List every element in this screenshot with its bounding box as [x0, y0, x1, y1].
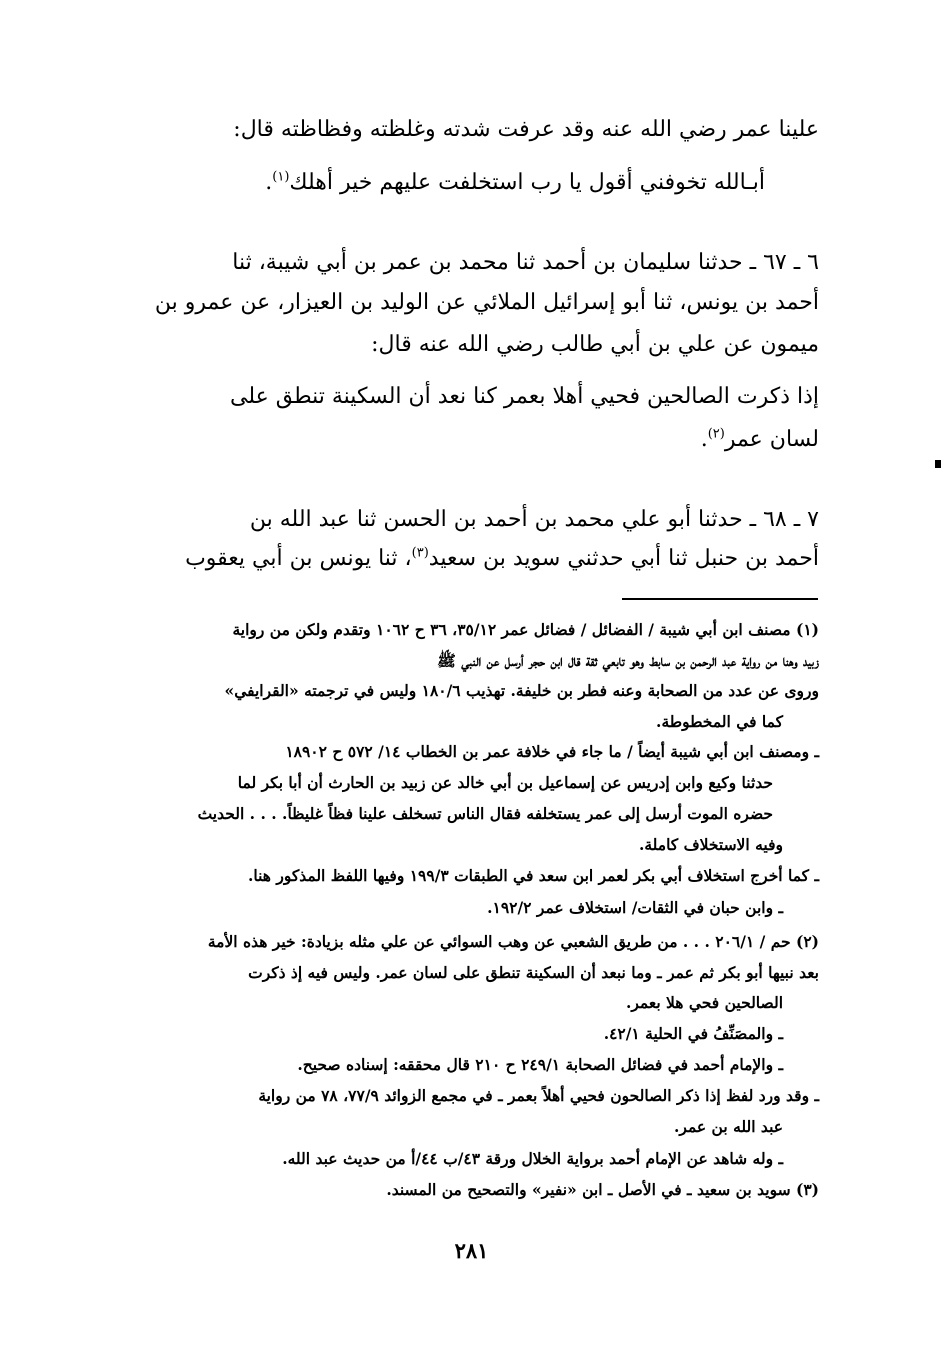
main-line-4: أحمد بن يونس، ثنا أبو إسرائيل الملائي عن الوليد بن العيزار، عن عمرو بن	[154, 290, 819, 315]
footnote-line: وروى عن عدد من الصحابة وعنه فطر بن خليفة. تهذيب ١٨٠/٦ وليس في ترجمته «القرايفي»	[224, 681, 819, 700]
footnote-line: (٢) حم / ٢٠٦/١ . . . من طريق الشعبي عن وهب السوائي عن علي مثله بزيادة: خير هذه الأمة	[207, 932, 819, 951]
footnote-line: ـ والمصَنِّفُ في الحلية ٤٢/١.	[603, 1024, 783, 1043]
footnote-ref-1: (١)	[272, 169, 290, 185]
footnote-line: ـ والإمام أحمد في فضائل الصحابة ٢٤٩/١ ح ٢١٠ قال محققه: إسناده صحيح.	[297, 1055, 783, 1074]
footnote-line: ـ وقد ورد لفظ إذا ذكر الصالحون فحيي أهلاً بعمر ـ في مجمع الزوائد ٧٧/٩، ٧٨ من رواية	[258, 1086, 819, 1105]
footnote-ref-3: (٣)	[411, 545, 429, 561]
main-line-1: علينا عمر رضي الله عنه وقد عرفت شدته وغلظته وفظاظته قال:	[233, 117, 819, 142]
footnote-line: زبيد وهنا من رواية عبد الرحمن بن سابط وهو تابعي ثقة قال ابن حجر أرسل عن النبي ﷺ	[437, 651, 819, 670]
footnote-line: كما في المخطوطة.	[656, 712, 783, 731]
footnote-line: حدثنا وكيع وابن إدريس عن إسماعيل بن أبي خالد عن زبيد بن الحارث أن أبا بكر لما	[237, 773, 773, 792]
footnote-line: عبد الله بن عمر.	[674, 1117, 783, 1136]
page-number: ٢٨١	[454, 1238, 489, 1263]
footnote-line: (١) مصنف ابن أبي شيبة / الفضائل / فضائل عمر ٣٥/١٢، ٣٦ ح ١٠٦٢ وتقدم ولكن من رواية	[232, 620, 819, 639]
main-line-7: لسان عمر$^{(٢)}$.	[700, 426, 819, 452]
main-line-8: ٧ ـ ٦٨ ـ حدثنا أبو علي محمد بن أحمد بن الحسن ثنا عبد الله بن	[249, 507, 819, 532]
footnote-line: (٣) سويد بن سعيد ـ في الأصل ـ ابن «نفير» والتصحيح من المسند.	[386, 1180, 819, 1199]
footnote-line: الصالحين فحي هلا بعمر.	[625, 993, 783, 1012]
main-line-9: أحمد بن حنبل ثنا أبي حدثني سويد بن سعيد$^{(٣)}$، ثنا يونس بن أبي يعقوب	[185, 545, 819, 571]
footnote-line: ـ كما أخرج استخلاف أبي بكر لعمر ابن سعد في الطبقات ١٩٩/٣ وفيها اللفظ المذكور هنا.	[248, 866, 819, 885]
main-line-6: إذا ذكرت الصالحين فحيي أهلا بعمر كنا نعد أن السكينة تنطق على	[229, 384, 819, 409]
footnote-line: ـ ومصنف ابن أبي شيبة أيضاً / ما جاء في خلافة عمر بن الخطاب ١٤/ ٥٧٢ ح ١٨٩٠٢	[285, 742, 819, 761]
footnote-line: ـ وابن حبان في الثقات/ استخلاف عمر ١٩٢/٢.	[487, 898, 783, 917]
main-line-2: أبـالله تخوفني أقول يا رب استخلفت عليهم خير أهلك$^{(١)}$.	[265, 169, 765, 195]
main-line-3: ٦ ـ ٦٧ ـ حدثنا سليمان بن أحمد ثنا محمد بن عمر بن أبي شيبة، ثنا	[232, 250, 819, 275]
footnote-separator	[622, 598, 818, 600]
footnote-line: بعد نبيها أبو بكر ثم عمر ـ وما نبعد أن السكينة تنطق على لسان عمر. وليس فيه إذ ذكرت	[248, 963, 819, 982]
footnote-line: حضره الموت أرسل إلى عمر يستخلفه فقال الناس تسخلف علينا فظاً غليظاً. . . . الحديث	[197, 804, 773, 823]
margin-mark	[935, 460, 941, 468]
footnote-ref-2: (٢)	[707, 426, 725, 442]
footnote-line: ـ وله شاهد عن الإمام أحمد برواية الخلال ورقة ٤٣/ب ٤٤/أ من حديث عبد الله.	[282, 1149, 783, 1168]
main-line-5: ميمون عن علي بن أبي طالب رضي الله عنه قال:	[371, 332, 819, 357]
footnote-line: وفيه الاستخلاف كاملة.	[638, 835, 783, 854]
